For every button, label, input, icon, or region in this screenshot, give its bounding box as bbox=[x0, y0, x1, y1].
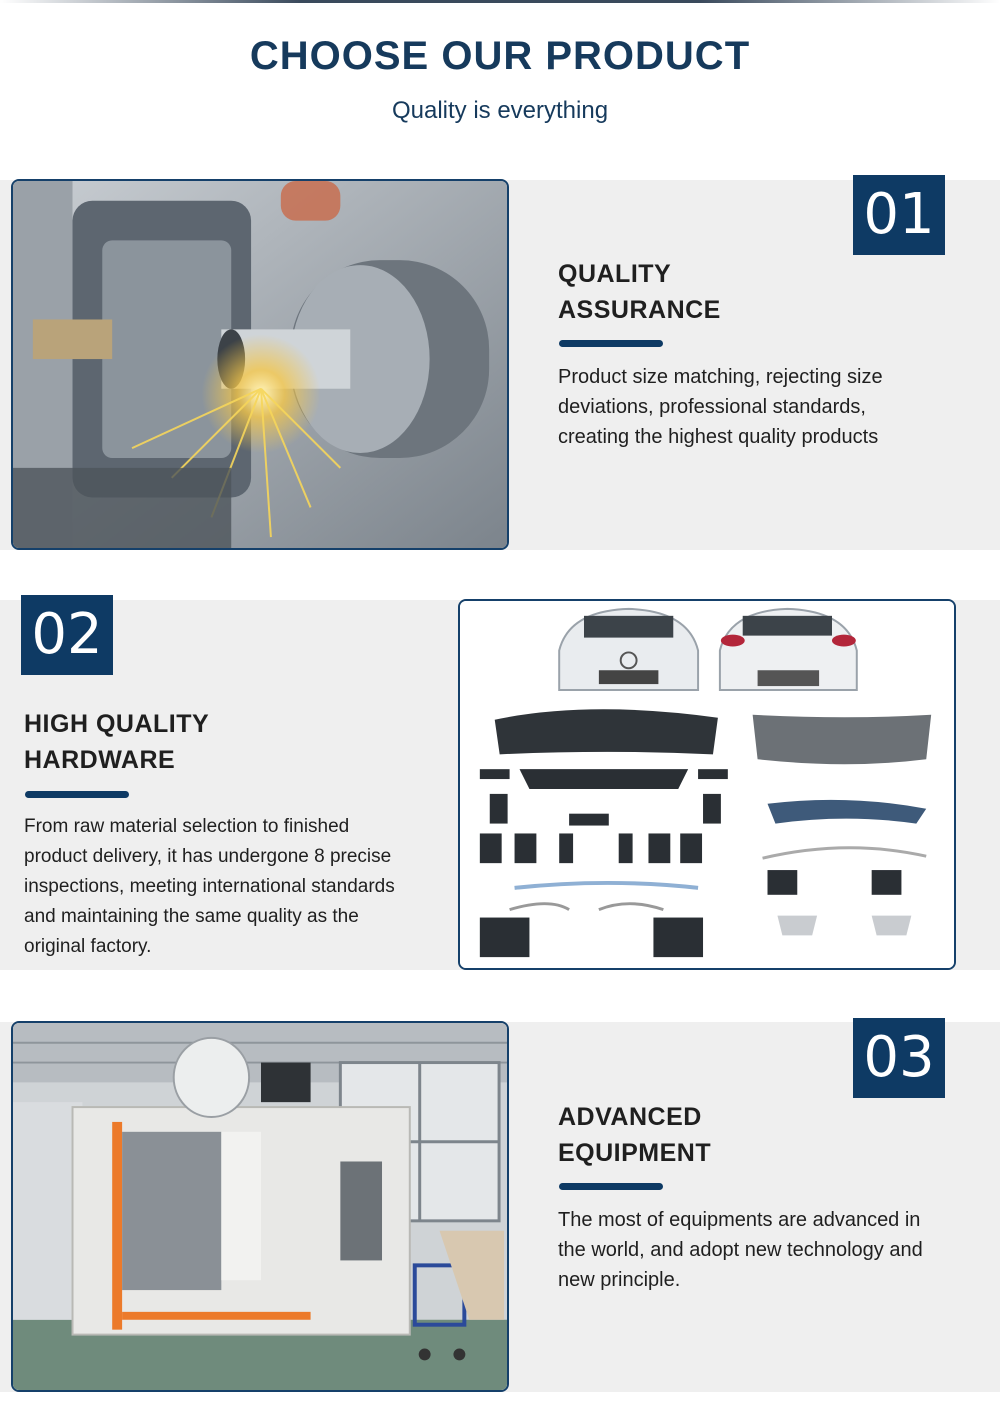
feature-title-3-line2: EQUIPMENT bbox=[558, 1139, 712, 1167]
feature-number-3: 03 bbox=[853, 1018, 945, 1098]
feature-number-1: 01 bbox=[853, 175, 945, 255]
feature-number-2: 02 bbox=[21, 595, 113, 675]
car-body-kit-photo-icon bbox=[460, 601, 954, 968]
feature-title-1-line2: ASSURANCE bbox=[558, 296, 721, 324]
feature-divider-3 bbox=[559, 1183, 663, 1190]
feature-title-1 bbox=[558, 256, 721, 328]
cnc-machining-center-photo-icon bbox=[13, 1023, 507, 1390]
feature-title-3 bbox=[558, 1099, 711, 1171]
feature-divider-2 bbox=[25, 791, 129, 798]
feature-description-3: The most of equipments are advanced in the world, and adopt new technology and new principle. bbox=[558, 1209, 923, 1291]
feature-image-2 bbox=[458, 599, 956, 970]
top-divider bbox=[0, 0, 1000, 3]
feature-description-2: From raw material selection to finished product delivery, it has undergone 8 precise inspections, meeting international standards and maintaining the same quality as the original factory. bbox=[24, 816, 395, 957]
feature-title-2-line2: HARDWARE bbox=[24, 746, 176, 774]
feature-divider-1 bbox=[559, 340, 663, 347]
page-subtitle: Quality is everything bbox=[391, 97, 609, 124]
feature-title-2 bbox=[24, 706, 209, 778]
page-title: CHOOSE OUR PRODUCT bbox=[249, 34, 751, 78]
feature-image-1 bbox=[11, 179, 509, 550]
feature-title-3-line1: ADVANCED bbox=[558, 1103, 702, 1131]
feature-image-3 bbox=[11, 1021, 509, 1392]
cnc-lathe-photo-icon bbox=[13, 181, 507, 548]
feature-description-1: Product size matching, rejecting size deviations, professional standards, creating the highest quality products bbox=[558, 366, 883, 448]
feature-title-1-line1: QUALITY bbox=[558, 260, 672, 288]
feature-title-2-line1: HIGH QUALITY bbox=[24, 710, 210, 738]
